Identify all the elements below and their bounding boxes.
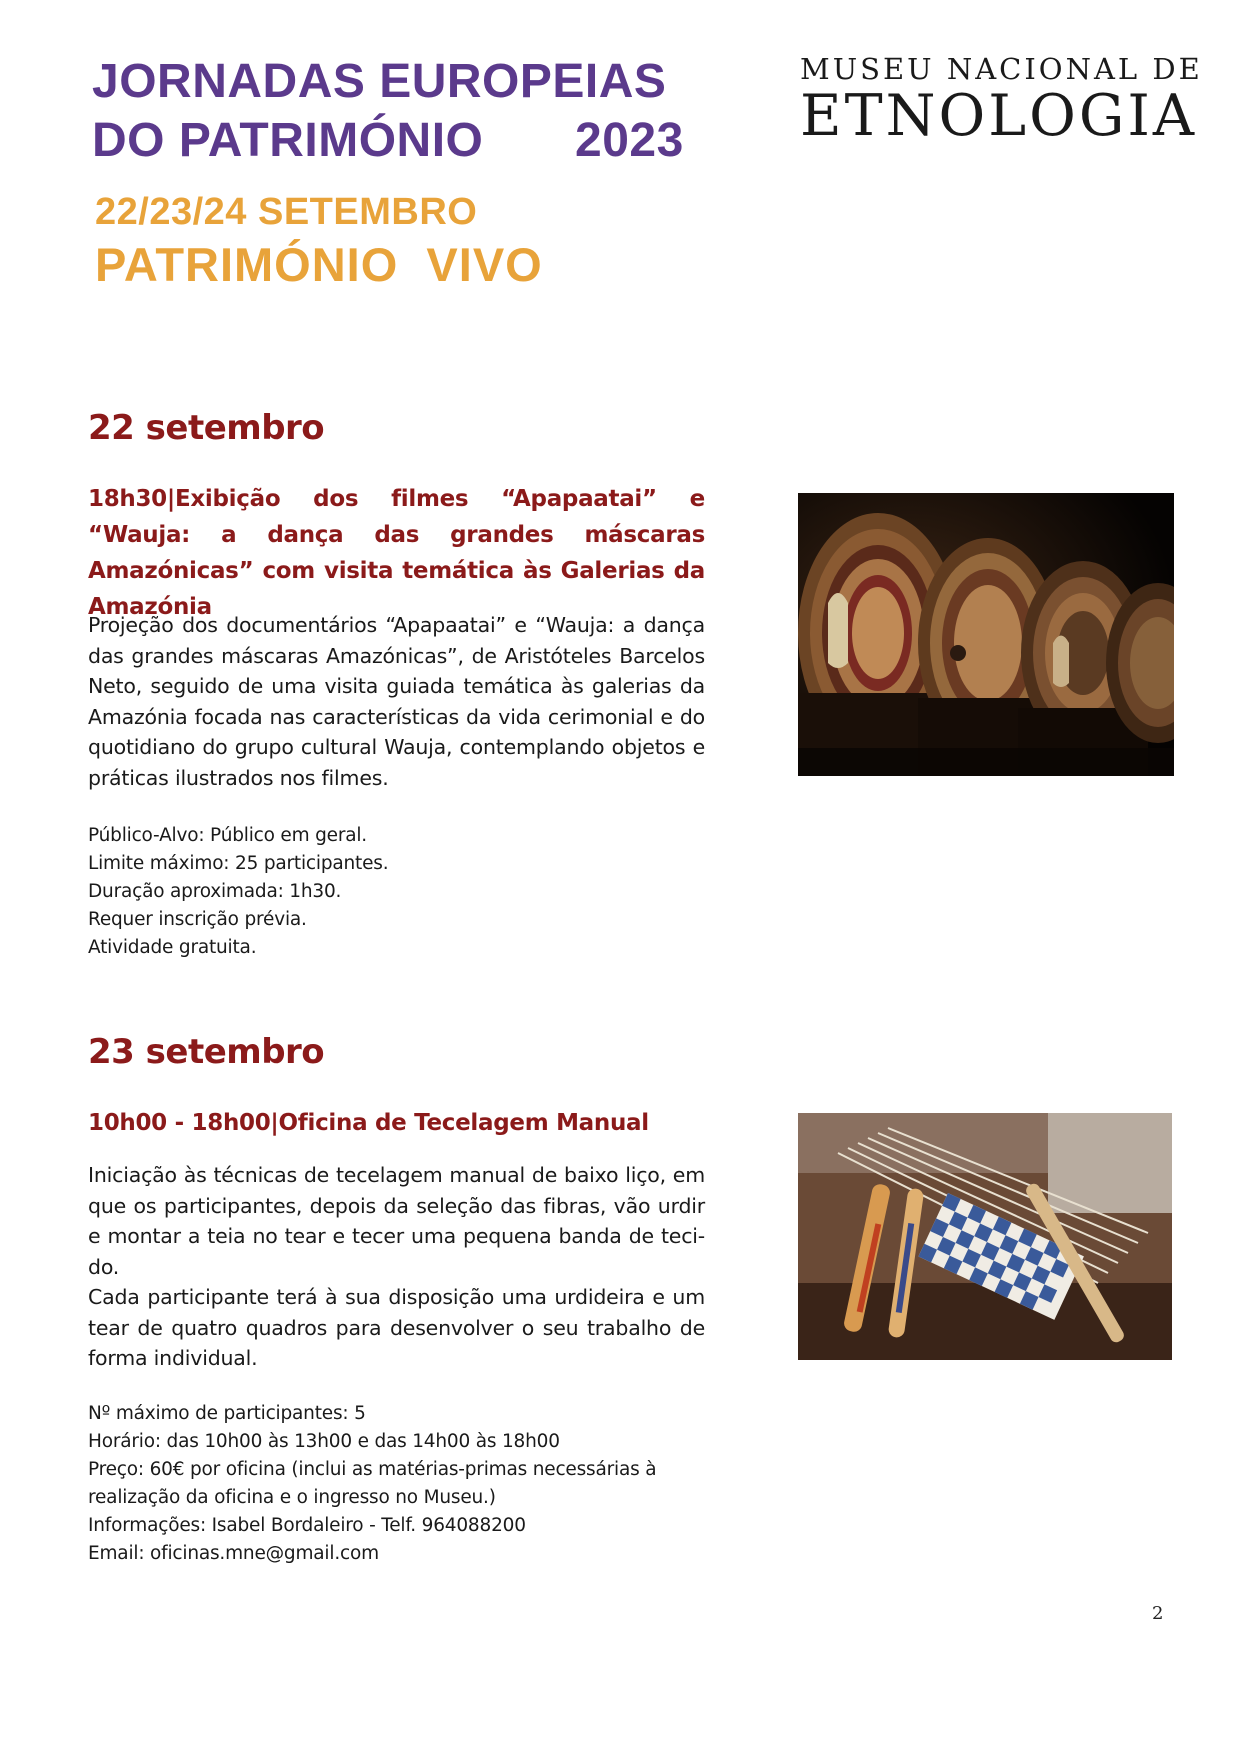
- section1-info-limit: Limite máximo: 25 participantes.: [88, 853, 389, 874]
- section1-info-audience: Público-Alvo: Público em geral.: [88, 825, 367, 846]
- section1-info-free: Atividade gratuita.: [88, 937, 257, 958]
- section2-info-max: Nº máximo de participantes: 5: [88, 1403, 366, 1424]
- page-number: 2: [1152, 1603, 1164, 1624]
- weaving-loom-photo: [798, 1113, 1172, 1360]
- section2-info-email: Email: oficinas.mne@gmail.com: [88, 1543, 379, 1564]
- section2-description: [88, 1160, 705, 1374]
- masks-photo: [798, 493, 1174, 776]
- section2-description-p2: Cada participante terá à sua disposição uma urdideira e um tear de quatro quadros para desenvolver o seu trabalho de forma individual.: [88, 1285, 705, 1370]
- logo-line2: ETNOLOGIA: [800, 83, 1198, 149]
- logo-line1: MUSEU NACIONAL DE: [800, 52, 1203, 86]
- event-title-line2: DO PATRIMÓNIO: [92, 114, 484, 167]
- section2-description-p1: Iniciação às técnicas de tecelagem manual de baixo liço, em que os participantes, depois da seleção das fibras, vão urdir e montar a teia no tear e tecer uma pequena banda de teci-do.: [88, 1163, 705, 1279]
- section2-info-schedule: Horário: das 10h00 às 13h00 e das 14h00 às 18h00: [88, 1431, 560, 1452]
- section1-info-list: [88, 822, 388, 962]
- event-dates: 22/23/24 SETEMBRO: [95, 191, 478, 233]
- section2-info-price-cont: realização da oficina e o ingresso no Museu.): [88, 1487, 496, 1508]
- museum-logo: [800, 52, 1203, 149]
- section2-event-title: 10h00 - 18h00|Oficina de Tecelagem Manual: [88, 1110, 649, 1136]
- section2-date-heading: 23 setembro: [88, 1032, 325, 1072]
- event-year: 2023: [575, 114, 684, 167]
- section1-info-registration: Requer inscrição prévia.: [88, 909, 307, 930]
- section1-info-duration: Duração aproximada: 1h30.: [88, 881, 342, 902]
- section2-info-price: Preço: 60€ por oficina (inclui as matérias-primas necessárias à: [88, 1459, 657, 1480]
- section2-info-contact: Informações: Isabel Bordaleiro - Telf. 964088200: [88, 1515, 526, 1536]
- section2-info-list: [88, 1400, 656, 1568]
- event-title-line1: JORNADAS EUROPEIAS: [92, 55, 667, 108]
- event-theme: PATRIMÓNIO VIVO: [95, 238, 543, 291]
- section1-description: Projeção dos documentários “Apapaatai” e “Wauja: a dança das grandes máscaras Amazónicas”, de Aristóteles Barcelos Neto, seguido de uma visita guiada temática às galerias da Amazónia focada nas características da vida cerimonial e do quotidiano do grupo cultural Wauja, contemplando objetos e práticas ilustrados nos filmes.: [88, 613, 705, 790]
- section1-event-title: 18h30|Exibição dos filmes “Apapaatai” e “Wauja: a dança das grandes máscaras Amazónicas” com visita temática às Galerias da Amazónia: [88, 486, 705, 620]
- section1-date-heading: 22 setembro: [88, 408, 325, 448]
